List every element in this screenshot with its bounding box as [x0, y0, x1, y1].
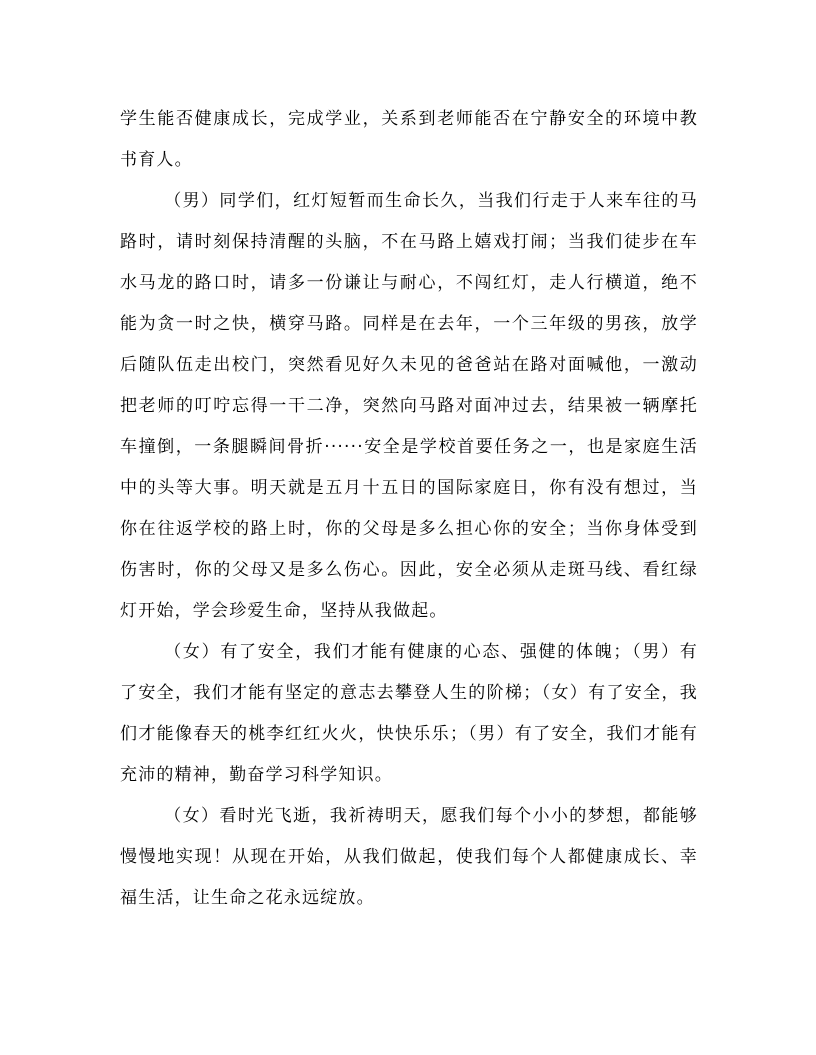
paragraph-3: （女）有了安全，我们才能有健康的心态、强健的体魄；（男）有了安全，我们才能有坚定的意志去攀登人生的阶梯；（女）有了安全，我们才能像春天的桃李红红火火，快快乐乐；（男）有了安全，我们才能有充沛的精神，勤奋学习科学知识。 [120, 642, 698, 785]
paragraph-4: （女）看时光飞逝，我祈祷明天，愿我们每个小小的梦想，都能够慢慢地实现！从现在开始，从我们做起，使我们每个人都健康成长、幸福生活，让生命之花永远绽放。 [120, 806, 698, 908]
body-text [120, 99, 698, 919]
paragraph-2: （男）同学们，红灯短暂而生命长久，当我们行走于人来车往的马路时，请时刻保持清醒的头脑，不在马路上嬉戏打闹；当我们徒步在车水马龙的路口时，请多一份谦让与耐心，不闯红灯，走人行横道，绝不能为贪一时之快，横穿马路。同样是在去年，一个三年级的男孩，放学后随队伍走出校门，突然看见好久未见的爸爸站在路对面喊他，一激动把老师的叮咛忘得一干二净，突然向马路对面冲过去，结果被一辆摩托车撞倒，一条腿瞬间骨折······安全是学校首要任务之一，也是家庭生活中的头等大事。明天就是五月十五日的国际家庭日，你有没有想过，当你在往返学校的路上时，你的父母是多么担心你的安全；当你身体受到伤害时，你的父母又是多么伤心。因此，安全必须从走斑马线、看红绿灯开始，学会珍爱生命，坚持从我做起。 [120, 191, 698, 621]
paragraph-1: 学生能否健康成长，完成学业，关系到老师能否在宁静安全的环境中教书育人。 [120, 109, 698, 170]
